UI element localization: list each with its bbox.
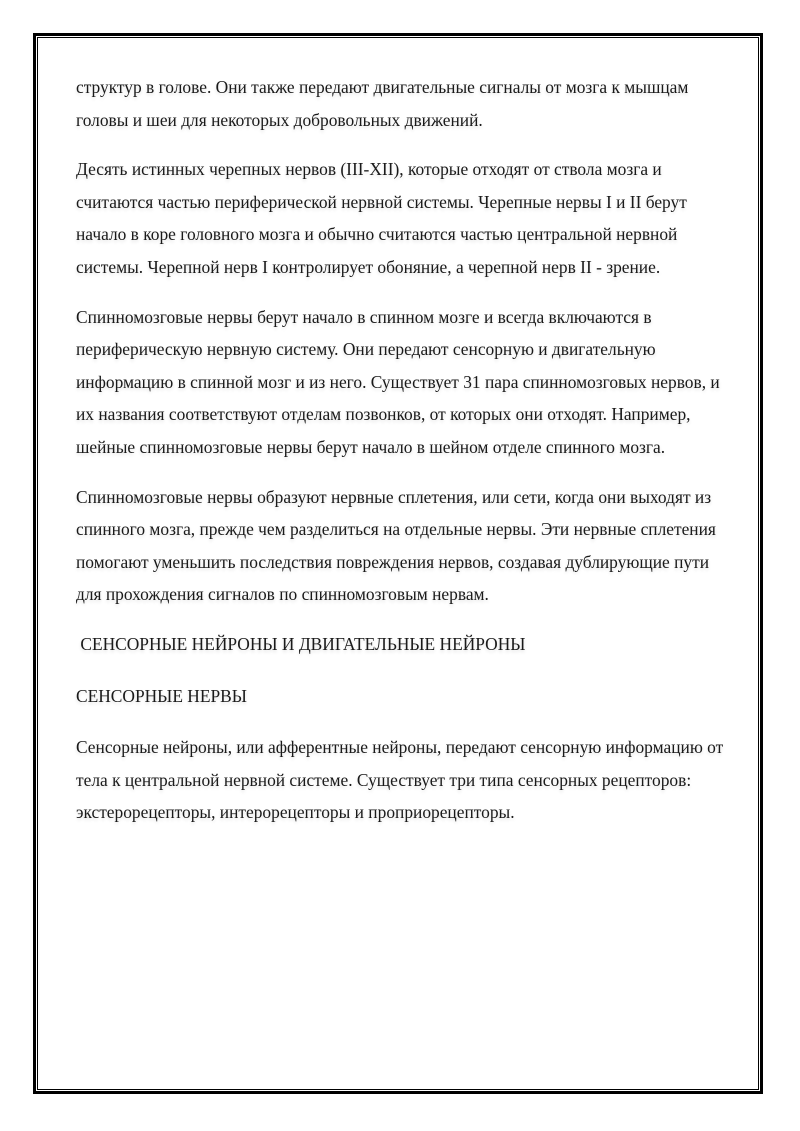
document-body: [76, 71, 726, 846]
paragraph-spinal-nerves: Спинномозговые нервы берут начало в спинном мозге и всегда включаются в периферическую нервную систему. Они передают сенсорную и двигательную информацию в спинной мозг и из него. Существует 31 пара спинномозговых нервов, и их названия соответствуют отделам позвонков, от которых они отходят. Например, шейные спинномозговые нервы берут начало в шейном отделе спинного мозга.: [76, 306, 720, 457]
paragraph-true-cranial-nerves: Десять истинных черепных нервов (III-XII), которые отходят от ствола мозга и считаются частью периферической нервной системы. Черепные нервы I и II берут начало в коре головного мозга и обычно считаются частью центральной нервной системы. Черепной нерв I контролирует обоняние, а черепной нерв II - зрение.: [76, 159, 687, 277]
paragraph-cranial-nerves-continuation: структур в голове. Они также передают двигательные сигналы от мозга к мышцам головы и шеи для некоторых добровольных движений.: [76, 77, 689, 130]
section-heading-sensory-nerves: СЕНСОРНЫЕ НЕРВЫ: [76, 685, 247, 706]
section-heading-sensory-motor-neurons: СЕНСОРНЫЕ НЕЙРОНЫ И ДВИГАТЕЛЬНЫЕ НЕЙРОНЫ: [76, 633, 526, 654]
paragraph-sensory-neurons: Сенсорные нейроны, или афферентные нейроны, передают сенсорную информацию от тела к центральной нервной системе. Существует три типа сенсорных рецепторов: экстерорецепторы, интерорецепторы и проприорецепторы.: [76, 737, 724, 823]
paragraph-nerve-plexuses: Спинномозговые нервы образуют нервные сплетения, или сети, когда они выходят из спинного мозга, прежде чем разделиться на отдельные нервы. Эти нервные сплетения помогают уменьшить последствия повреждения нервов, создавая дублирующие пути для прохождения сигналов по спинномозговым нервам.: [76, 486, 716, 605]
